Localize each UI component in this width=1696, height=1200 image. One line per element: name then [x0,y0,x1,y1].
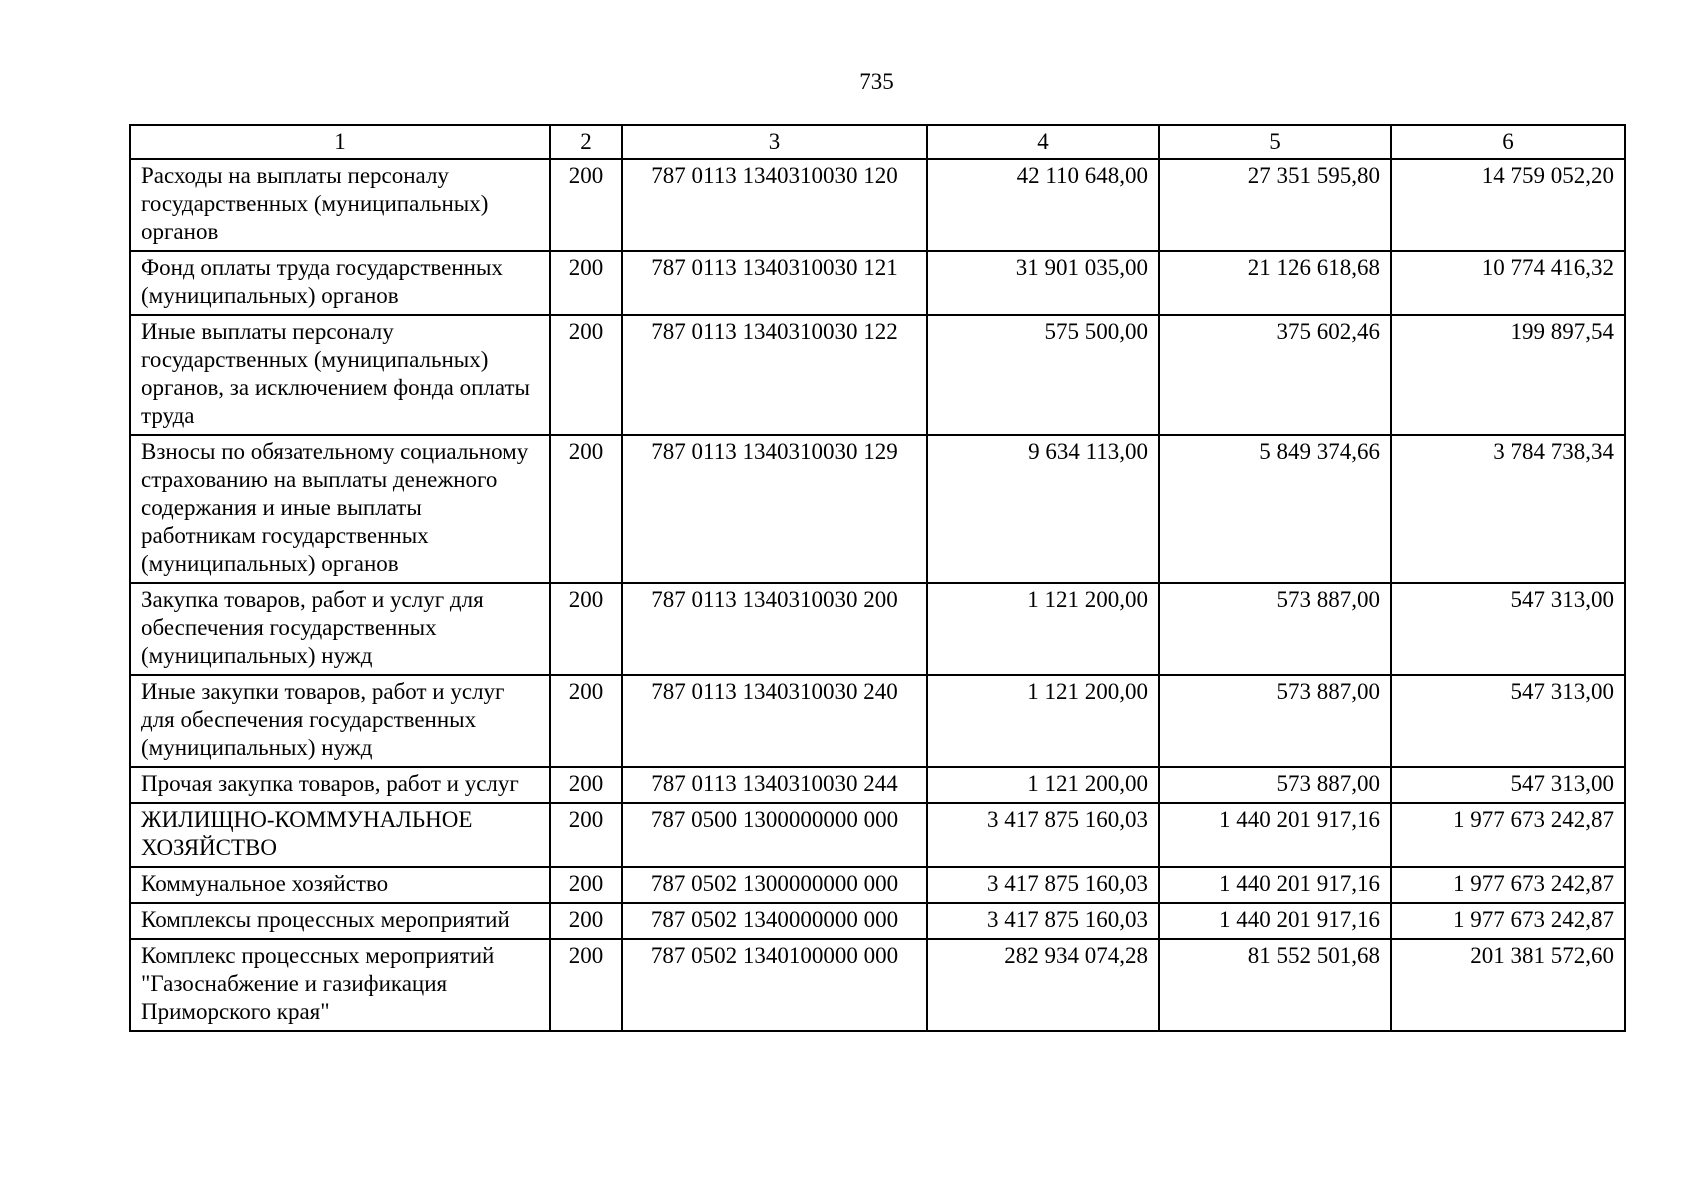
row-budget-code-cell: 787 0113 1340310030 240 [622,675,927,767]
row-amount-col4-cell: 3 417 875 160,03 [927,803,1159,867]
row-amount-col5-cell: 27 351 595,80 [1159,159,1391,251]
row-name-cell: Прочая закупка товаров, работ и услуг [130,767,550,803]
row-budget-code-cell: 787 0500 1300000000 000 [622,803,927,867]
row-name-cell: Расходы на выплаты персоналу государственных (муниципальных) органов [130,159,550,251]
row-amount-col4-cell: 3 417 875 160,03 [927,903,1159,939]
row-amount-col6-cell: 1 977 673 242,87 [1391,803,1625,867]
row-budget-code-cell: 787 0502 1340100000 000 [622,939,927,1031]
row-amount-col4-cell: 9 634 113,00 [927,435,1159,583]
row-amount-col6-cell: 547 313,00 [1391,675,1625,767]
row-name-cell: Иные закупки товаров, работ и услуг для обеспечения государственных (муниципальных) нужд [130,675,550,767]
row-amount-col5-cell: 1 440 201 917,16 [1159,803,1391,867]
row-name-cell: Комплексы процессных мероприятий [130,903,550,939]
header-cell: 1 [130,125,550,159]
table-header-row [130,125,1625,159]
row-amount-col4-cell: 42 110 648,00 [927,159,1159,251]
row-name-cell: Комплекс процессных мероприятий "Газоснабжение и газификация Приморского края" [130,939,550,1031]
row-name-cell: ЖИЛИЩНО-КОММУНАЛЬНОЕ ХОЗЯЙСТВО [130,803,550,867]
row-amount-col6-cell: 201 381 572,60 [1391,939,1625,1031]
row-amount-col6-cell: 3 784 738,34 [1391,435,1625,583]
row-budget-code-cell: 787 0113 1340310030 120 [622,159,927,251]
row-admin-code-cell: 200 [550,251,622,315]
table-row [130,903,1625,939]
row-admin-code-cell: 200 [550,803,622,867]
table-row [130,675,1625,767]
table-row [130,315,1625,435]
row-amount-col4-cell: 31 901 035,00 [927,251,1159,315]
row-amount-col5-cell: 375 602,46 [1159,315,1391,435]
table-row [130,159,1625,251]
row-amount-col5-cell: 573 887,00 [1159,675,1391,767]
row-admin-code-cell: 200 [550,315,622,435]
table-row [130,867,1625,903]
row-amount-col5-cell: 1 440 201 917,16 [1159,903,1391,939]
row-budget-code-cell: 787 0113 1340310030 200 [622,583,927,675]
table-row [130,767,1625,803]
row-budget-code-cell: 787 0113 1340310030 122 [622,315,927,435]
table-row [130,251,1625,315]
row-amount-col6-cell: 1 977 673 242,87 [1391,903,1625,939]
row-name-cell: Коммунальное хозяйство [130,867,550,903]
row-amount-col6-cell: 547 313,00 [1391,767,1625,803]
row-admin-code-cell: 200 [550,939,622,1031]
row-amount-col6-cell: 199 897,54 [1391,315,1625,435]
row-name-cell: Иные выплаты персоналу государственных (муниципальных) органов, за исключением фонда оплаты труда [130,315,550,435]
row-amount-col4-cell: 1 121 200,00 [927,675,1159,767]
row-admin-code-cell: 200 [550,867,622,903]
page-number: 735 [859,69,894,94]
row-budget-code-cell: 787 0502 1340000000 000 [622,903,927,939]
row-amount-col6-cell: 10 774 416,32 [1391,251,1625,315]
row-amount-col4-cell: 1 121 200,00 [927,583,1159,675]
row-admin-code-cell: 200 [550,583,622,675]
row-amount-col6-cell: 1 977 673 242,87 [1391,867,1625,903]
row-name-cell: Взносы по обязательному социальному страхованию на выплаты денежного содержания и иные выплаты работникам государственных (муниципальных) органов [130,435,550,583]
row-admin-code-cell: 200 [550,675,622,767]
table-row [130,583,1625,675]
row-budget-code-cell: 787 0113 1340310030 244 [622,767,927,803]
row-amount-col5-cell: 21 126 618,68 [1159,251,1391,315]
header-cell: 6 [1391,125,1625,159]
row-amount-col5-cell: 81 552 501,68 [1159,939,1391,1031]
row-amount-col5-cell: 573 887,00 [1159,767,1391,803]
row-amount-col4-cell: 3 417 875 160,03 [927,867,1159,903]
row-name-cell: Закупка товаров, работ и услуг для обеспечения государственных (муниципальных) нужд [130,583,550,675]
header-cell: 4 [927,125,1159,159]
row-amount-col5-cell: 1 440 201 917,16 [1159,867,1391,903]
row-admin-code-cell: 200 [550,903,622,939]
row-budget-code-cell: 787 0113 1340310030 129 [622,435,927,583]
row-amount-col4-cell: 575 500,00 [927,315,1159,435]
row-amount-col5-cell: 573 887,00 [1159,583,1391,675]
row-admin-code-cell: 200 [550,767,622,803]
row-amount-col6-cell: 547 313,00 [1391,583,1625,675]
row-admin-code-cell: 200 [550,435,622,583]
row-budget-code-cell: 787 0113 1340310030 121 [622,251,927,315]
row-admin-code-cell: 200 [550,159,622,251]
row-name-cell: Фонд оплаты труда государственных (муниципальных) органов [130,251,550,315]
table-row [130,435,1625,583]
header-cell: 5 [1159,125,1391,159]
row-amount-col6-cell: 14 759 052,20 [1391,159,1625,251]
header-cell: 3 [622,125,927,159]
table-row [130,803,1625,867]
row-amount-col4-cell: 282 934 074,28 [927,939,1159,1031]
row-amount-col4-cell: 1 121 200,00 [927,767,1159,803]
row-amount-col5-cell: 5 849 374,66 [1159,435,1391,583]
row-budget-code-cell: 787 0502 1300000000 000 [622,867,927,903]
header-cell: 2 [550,125,622,159]
table-row [130,939,1625,1031]
budget-table [129,124,1626,1032]
